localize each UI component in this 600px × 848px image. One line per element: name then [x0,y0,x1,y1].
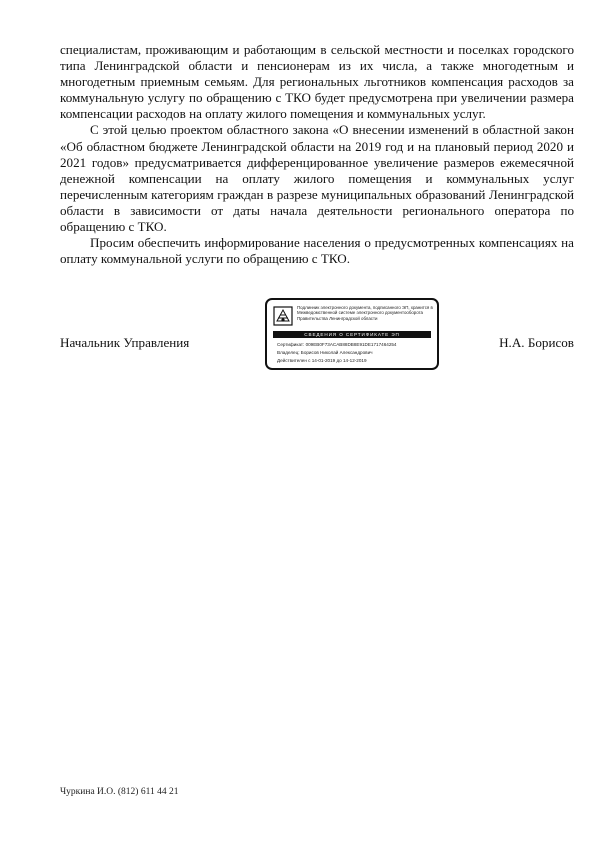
paragraph-2: С этой целью проектом областного закона «О внесении изменений в областной закон «Об областном бюджете Ленинградской области на 2019 год и на плановый период 2020 и 2021 годов» предусматривается дифференцированное увеличение размеров ежемесячной денежной компенсации на оплату жилого помещения и коммунальных услуг перечисленным категориям граждан в разрезе муниципальных образований Ленинградской области в зависимости от даты начала деятельности регионального оператора по обращению с ТКО. [60,122,574,235]
stamp-header [273,305,433,329]
coat-of-arms-icon [273,306,293,326]
stamp-validity: Действителен с 14-01-2019 до 14-12-2019 [277,358,367,363]
signer-name: Н.А. Борисов [499,335,574,350]
stamp-certificate-header: СВЕДЕНИЯ О СЕРТИФИКАТЕ ЭП [273,331,431,338]
stamp-certificate-number: Сертификат: 009EB0F73ACAB88DB8E91DE1717464254 [277,342,397,347]
stamp-owner: Владелец: Борисов Николай Александрович [277,350,373,355]
stamp-note: Подлинник электронного документа, подписанного ЭП, хранится в Межведомственной системе электронного документооборота Правительства Ленинградской области [297,305,433,321]
letter-body [60,42,574,267]
electronic-signature-stamp [265,298,439,370]
paragraph-1: специалистам, проживающим и работающим в сельской местности и поселках городского типа Ленинградской области и пенсионерам из их числа, а также многодетным и многодетным приемным семьям. Для региональных льготников компенсация расходов за коммунальную услугу по обращению с ТКО будет предусмотрена при увеличении размера компенсации расходов на оплату жилого помещения и коммунальных услуг. [60,42,574,122]
signer-title: Начальник Управления [60,335,190,350]
paragraph-3: Просим обеспечить информирование населения о предусмотренных компенсациях на оплату коммунальной услуги по обращению с ТКО. [60,235,574,267]
signature-block [60,298,574,374]
executor-contact: Чуркина И.О. (812) 611 44 21 [60,787,179,797]
